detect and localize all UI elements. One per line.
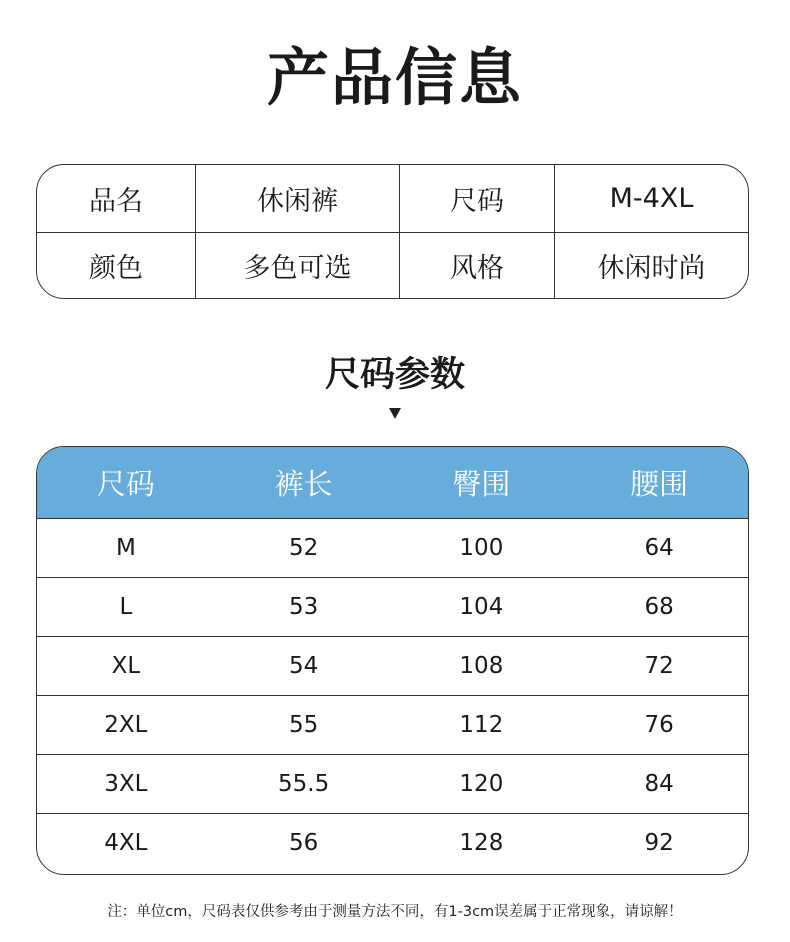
table-row: [37, 518, 748, 577]
page-title: 产品信息: [266, 41, 523, 114]
cell-size: L: [119, 594, 133, 620]
table-row: [37, 636, 748, 695]
cell-waist: 72: [644, 653, 674, 679]
cell-size: 2XL: [104, 712, 148, 738]
cell-length: 54: [288, 653, 319, 679]
cell-size: 4XL: [104, 830, 148, 856]
cell-hip: 120: [459, 771, 504, 797]
table-row: [37, 754, 748, 813]
info-label-style: 风格: [399, 233, 554, 300]
table-row: [37, 695, 748, 754]
cell-hip: 104: [459, 594, 504, 620]
cell-size: 3XL: [104, 771, 148, 797]
cell-length: 55.5: [278, 771, 330, 797]
size-table-header: [37, 447, 748, 518]
cell-hip: 100: [459, 535, 504, 561]
down-triangle-icon: [389, 408, 401, 419]
info-label-size: 尺码: [399, 165, 554, 232]
cell-waist: 64: [644, 535, 674, 561]
cell-waist: 68: [644, 594, 674, 620]
info-label-color: 颜色: [89, 253, 143, 285]
info-row: [37, 165, 748, 232]
size-chart-table: [36, 446, 749, 875]
cell-waist: 92: [644, 830, 674, 856]
measurement-note: 注：单位cm，尺码表仅供参考由于测量方法不同，有1-3cm误差属于正常现象，请谅解！: [107, 904, 683, 920]
cell-length: 52: [288, 535, 319, 561]
info-row: [37, 232, 748, 300]
table-row: [37, 577, 748, 636]
cell-length: 56: [288, 830, 319, 856]
header-pants-length: 裤长: [274, 467, 333, 501]
header-waist: 腰围: [630, 467, 689, 501]
header-hip: 臀围: [452, 467, 511, 501]
cell-length: 53: [288, 594, 319, 620]
info-value-name: 休闲裤: [195, 165, 399, 232]
cell-size: XL: [111, 653, 141, 679]
info-value-style: 休闲时尚: [554, 233, 748, 300]
cell-waist: 76: [644, 712, 674, 738]
info-label-name: 品名: [89, 185, 143, 217]
header-size: 尺码: [96, 467, 155, 501]
cell-size: M: [115, 535, 136, 561]
cell-length: 55: [288, 712, 319, 738]
product-info-table: [36, 164, 749, 299]
info-value-size: M-4XL: [554, 165, 748, 232]
cell-waist: 84: [644, 771, 674, 797]
cell-hip: 128: [459, 830, 504, 856]
cell-hip: 112: [459, 712, 504, 738]
table-row: [37, 813, 748, 872]
cell-hip: 108: [459, 653, 504, 679]
size-section-title: 尺码参数: [324, 355, 465, 395]
info-value-color: 多色可选: [195, 233, 399, 300]
